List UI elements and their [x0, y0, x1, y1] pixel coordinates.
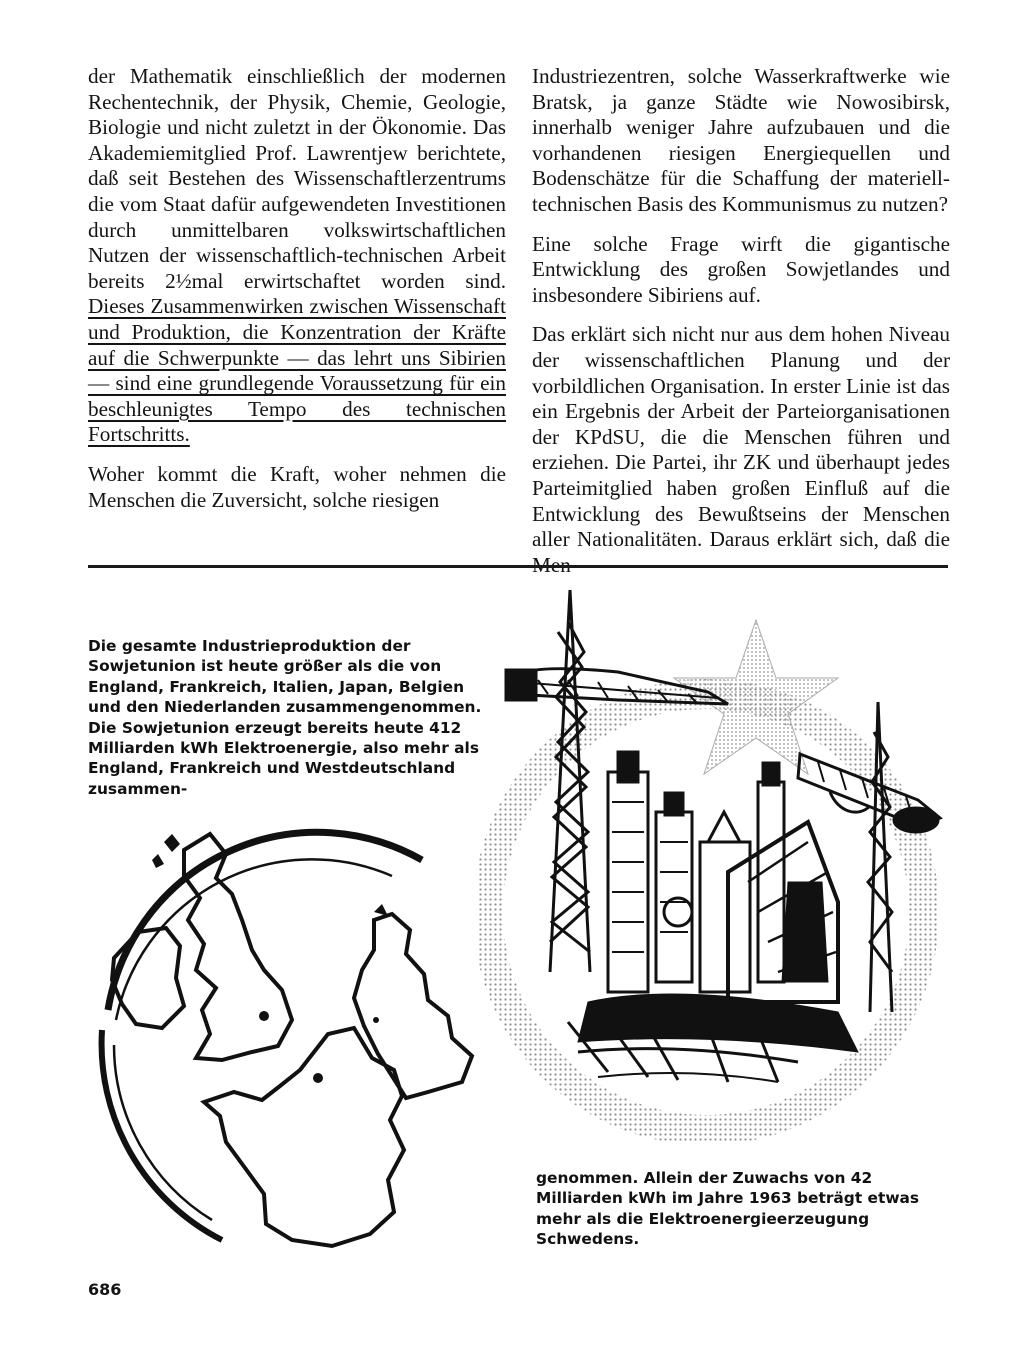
london-dot — [259, 1011, 269, 1021]
right-text-column — [532, 64, 950, 578]
europe-map-illustration — [92, 820, 522, 1290]
section-divider — [88, 565, 948, 568]
caption-top-paragraph-2: Die Sowjetunion erzeugt bereits heute 412 Milliarden kWh Elektroenergie, also mehr als England, Frankreich und Westdeutschland zusammen- — [88, 718, 479, 798]
emphasized-passage: Dieses Zusammenwirken zwischen Wissenschaft und Produktion, die Konzentration der Kräfte auf die Schwerpunkte — das lehrt uns Sibirien — sind eine grundlegende Voraussetzung für ein beschleunigtes Tempo des technischen Fortschritts. — [88, 294, 506, 447]
bonn-dot — [373, 1017, 379, 1023]
left-paragraph-1-text: der Mathematik einschließlich der modernen Rechentechnik, der Physik, Chemie, Geologie, Biologie und nicht zuletzt in der Ökonomie. Das Akademiemitglied Prof. Lawrentjew berichtete, daß seit Bestehen des Wissenschaftlerzentrums die vom Staat dafür aufgewendeten Investitionen durch unmittelbaren volkswirtschaftlichen Nutzen der wissenschaftlich-technischen Arbeit bereits 2½mal erwirtschaftet worden sind. — [88, 64, 506, 293]
page-number: 686 — [88, 1280, 122, 1299]
right-paragraph-2: Eine solche Frage wirft die gigantische Entwicklung des großen Sowjetlandes und insbesondere Sibiriens auf. — [532, 231, 950, 307]
caption-bottom: genommen. Allein der Zuwachs von 42 Milliarden kWh im Jahre 1963 beträgt etwas mehr als die Elektroenergieerzeugung Schwedens. — [536, 1169, 920, 1249]
caption-top-paragraph-1: Die gesamte Industrieproduktion der Sowjetunion ist heute größer als die von England, Frankreich, Italien, Japan, Belgien und den Niederlanden zusammengenommen. — [88, 637, 482, 717]
paris-dot — [313, 1073, 323, 1083]
industrial-plant-icon — [568, 752, 858, 1082]
globe-icon — [102, 832, 422, 1240]
right-paragraph-1: Industriezentren, solche Wasserkraftwerke wie Bratsk, ja ganze Städte wie Nowosibirsk, innerhalb weniger Jahre aufzubauen und die vorhandenen riesigen Energiequellen und Bodenschätze für die Schaffung der materiell-technischen Basis des Kommunismus zu nutzen? — [532, 64, 950, 216]
soviet-industry-illustration — [478, 582, 958, 1142]
left-text-column — [88, 64, 506, 513]
germany-shape — [354, 914, 472, 1098]
left-paragraph-2: Woher kommt die Kraft, woher nehmen die Menschen die Zuversicht, solche riesigen — [88, 461, 506, 512]
left-paragraph-1 — [88, 64, 506, 448]
france-shape — [204, 1028, 404, 1246]
caption-top — [88, 636, 494, 799]
right-paragraph-3: Das erklärt sich nicht nur aus dem hohen Niveau der wissenschaftlichen Planung und der vorbildlichen Organisation. In erster Linie ist das ein Ergebnis der Arbeit der Parteiorganisationen der KPdSU, die die Menschen führen und erziehen. Die Partei, ihr ZK und überhaupt jedes Parteimitglied haben großen Einfluß auf die Entwicklung des Bewußtseins der Menschen aller Nationalitäten. Daraus erklärt sich, daß die — [532, 322, 950, 552]
